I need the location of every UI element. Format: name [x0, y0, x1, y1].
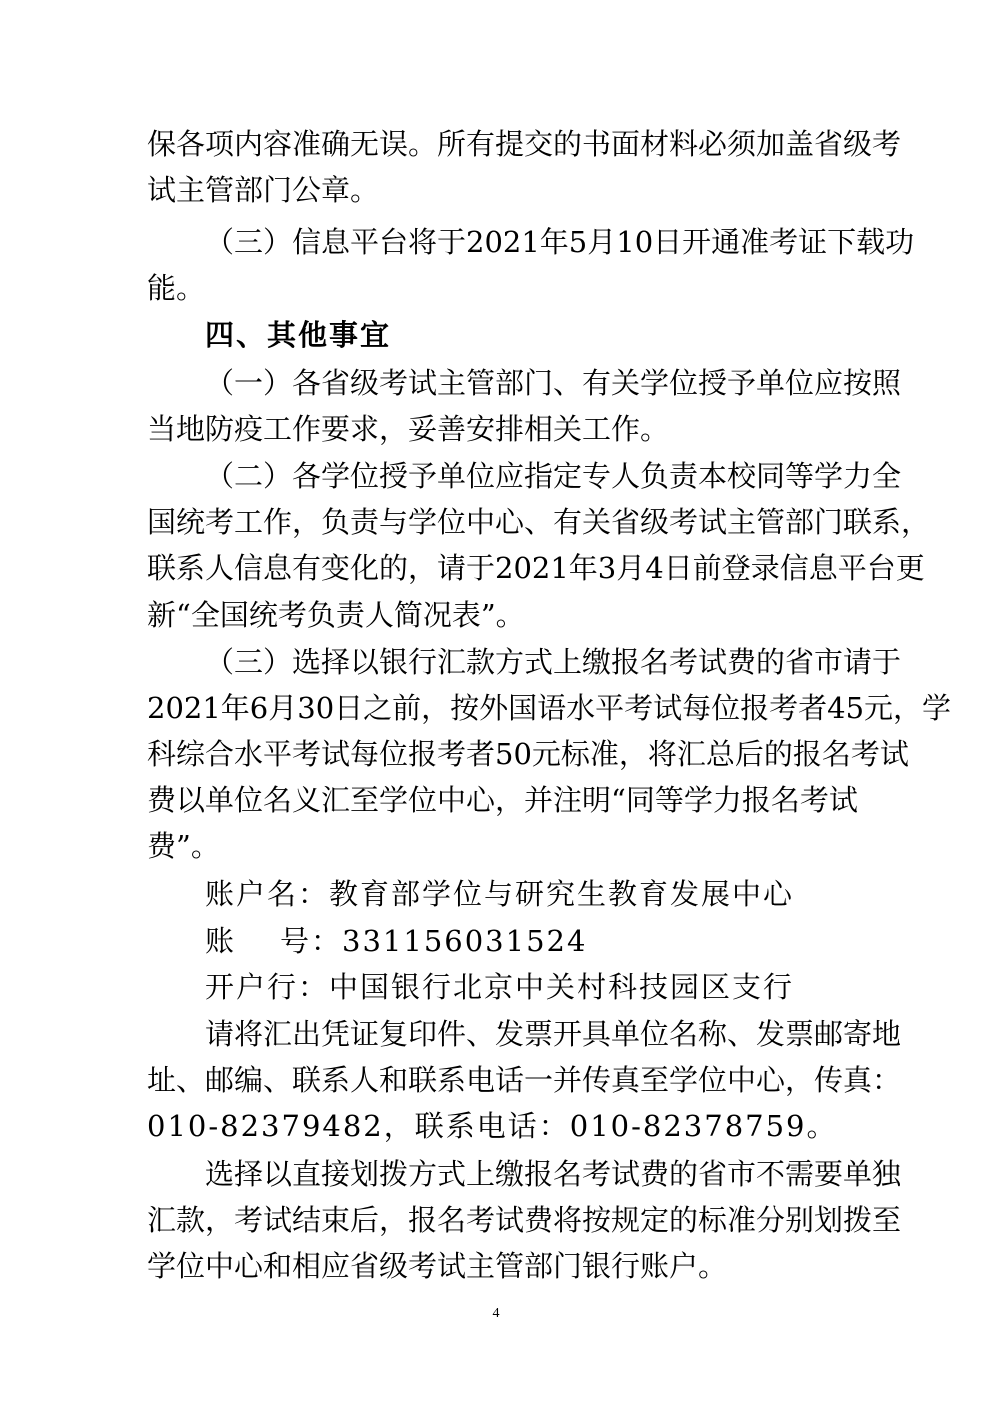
paragraph-line: 费以单位名义汇至学位中心，并注明“同等学力报名考试	[147, 783, 858, 817]
paragraph-line: （一）各省级考试主管部门、有关学位授予单位应按照	[205, 366, 902, 400]
account-bank-value: 中国银行北京中关村科技园区支行	[329, 970, 795, 1004]
account-name-label: 账户名：	[205, 877, 330, 911]
page-number: 4	[492, 1306, 500, 1321]
paragraph-line: 科综合水平考试每位报考者50元标准，将汇总后的报名考试	[147, 737, 909, 771]
paragraph-line: 址、邮编、联系人和联系电话一并传真至学位中心，传真：	[147, 1063, 902, 1097]
paragraph-line: 汇款，考试结束后，报名考试费将按规定的标准分别划拨至	[147, 1203, 902, 1237]
paragraph-line: （三）选择以银行汇款方式上缴报名考试费的省市请于	[205, 645, 902, 679]
account-number-label-first: 账	[205, 924, 237, 958]
paragraph-line: 试主管部门公章。	[147, 173, 380, 207]
section-heading: 四、其他事宜	[205, 318, 392, 352]
paragraph-line: 选择以直接划拨方式上缴报名考试费的省市不需要单独	[205, 1157, 902, 1191]
account-name-value: 教育部学位与研究生教育发展中心	[329, 877, 795, 911]
paragraph-line: 联系人信息有变化的，请于2021年3月4日前登录信息平台更	[147, 551, 925, 585]
paragraph-line: （三）信息平台将于2021年5月10日开通准考证下载功	[205, 225, 915, 259]
account-bank-line	[205, 963, 847, 1011]
paragraph-line: 学位中心和相应省级考试主管部门银行账户。	[147, 1249, 728, 1283]
fax-phone-line: 010-82379482，联系电话：010-82378759。	[147, 1109, 838, 1143]
paragraph-line: 国统考工作，负责与学位中心、有关省级考试主管部门联系，	[147, 505, 931, 539]
account-number-label-last: 号：	[280, 924, 343, 958]
paragraph-line: （二）各学位授予单位应指定专人负责本校同等学力全	[205, 459, 902, 493]
paragraph-line: 2021年6月30日之前，按外国语水平考试每位报考者45元，学	[147, 691, 952, 725]
paragraph-line: 请将汇出凭证复印件、发票开具单位名称、发票邮寄地	[205, 1017, 902, 1051]
account-name-line	[205, 870, 847, 918]
paragraph-line: 当地防疫工作要求，妥善安排相关工作。	[147, 412, 670, 446]
account-bank-label: 开户行：	[205, 970, 330, 1004]
paragraph-line: 能。	[147, 271, 206, 305]
paragraph-line: 新“全国统考负责人简况表”。	[147, 598, 525, 632]
paragraph-line: 保各项内容准确无误。所有提交的书面材料必须加盖省级考	[147, 127, 902, 161]
paragraph-line: 费”。	[147, 829, 220, 863]
account-number-value: 331156031524	[342, 924, 588, 958]
account-number-line	[205, 917, 847, 965]
